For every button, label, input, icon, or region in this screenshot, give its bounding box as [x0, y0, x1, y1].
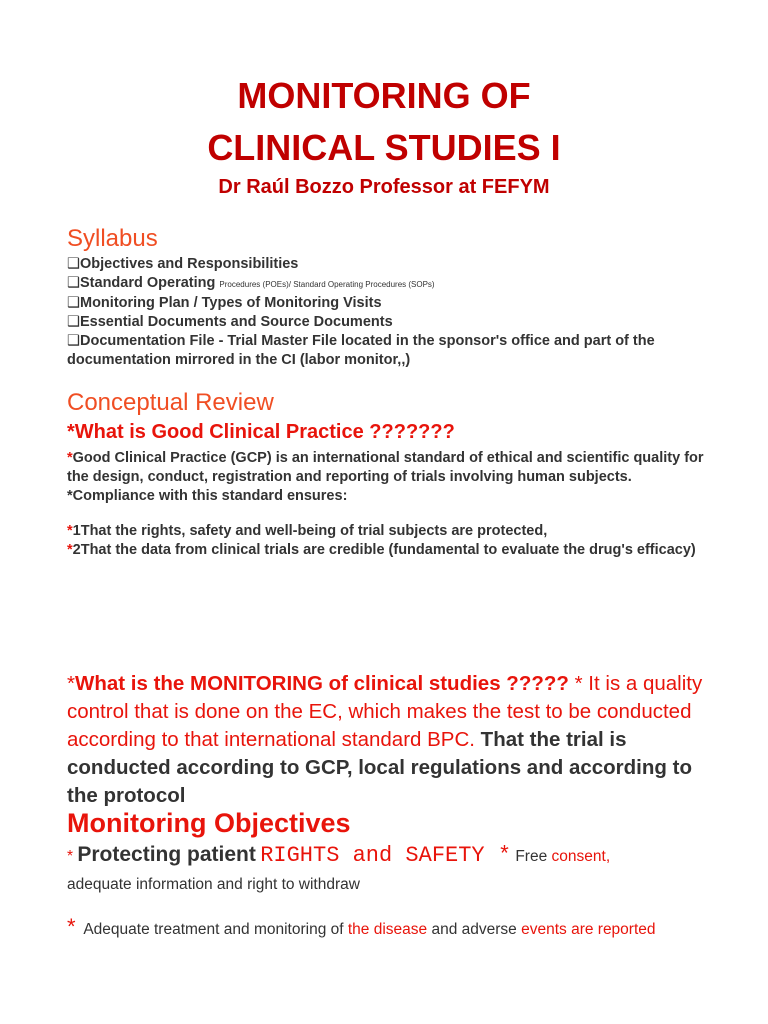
- syllabus-heading: Syllabus: [67, 225, 158, 252]
- monitoring-objectives-heading: Monitoring Objectives: [67, 808, 351, 838]
- conceptual-review-heading: Conceptual Review: [67, 389, 274, 416]
- checkbox-icon: ❑: [67, 333, 80, 349]
- checkbox-icon: ❑: [67, 295, 80, 311]
- compliance-line: *Compliance with this standard ensures:: [67, 488, 348, 504]
- title-line-1: MONITORING OF: [237, 75, 531, 116]
- objective-2: * Adequate treatment and monitoring of the disease and adverse events are reported: [67, 914, 656, 939]
- monitoring-answer: It is a quality control that is done on the EC, which makes the test to be conducted according to that international standard BPC.: [67, 672, 703, 751]
- syllabus-item-small: Procedures (POEs)/ Standard Operating Procedures (SOPs): [219, 280, 435, 289]
- syllabus-list: [67, 255, 707, 370]
- monitoring-question-block: *What is the MONITORING of clinical studies ????? * It is a quality control that is done on the EC, which makes the test to be conducted according to that international standard BPC. That the trial is conducted according to GCP, local regulations and according to the protocol: [67, 672, 703, 807]
- gcp-block: [67, 449, 707, 560]
- monitoring-question: What is the MONITORING of clinical studies ?????: [74, 672, 569, 695]
- syllabus-item: ❑Standard Operating Procedures (POEs)/ Standard Operating Procedures (SOPs): [67, 275, 435, 291]
- objective-1: * Protecting patient RIGHTS and SAFETY * Free consent, adequate information and right to withdraw: [67, 843, 611, 893]
- author-line: Dr Raúl Bozzo Professor at FEFYM: [218, 176, 550, 198]
- monitoring-summary: That the trial is conducted according to GCP, local regulations and according to the protocol: [67, 728, 692, 807]
- checkbox-icon: ❑: [67, 314, 80, 330]
- syllabus-item: ❑Monitoring Plan / Types of Monitoring Visits: [67, 295, 382, 311]
- title-line-2: CLINICAL STUDIES I: [207, 127, 561, 168]
- checkbox-icon: ❑: [67, 275, 80, 291]
- point-1: *1That the rights, safety and well-being of trial subjects are protected,: [67, 523, 548, 539]
- point-2: *2That the data from clinical trials are credible (fundamental to evaluate the drug's efficacy): [67, 542, 696, 558]
- syllabus-item: ❑Documentation File - Trial Master File located in the sponsor's office and part of the documentation mirrored in the CI (labor monitor,,): [67, 333, 655, 368]
- gcp-definition: *Good Clinical Practice (GCP) is an international standard of ethical and scientific quality for the design, conduct, registration and reporting of trials involving human subjects.: [67, 450, 704, 485]
- syllabus-item: ❑Essential Documents and Source Documents: [67, 314, 393, 330]
- syllabus-item: ❑Objectives and Responsibilities: [67, 256, 299, 272]
- checkbox-icon: ❑: [67, 256, 80, 272]
- gcp-question: *What is Good Clinical Practice ???????: [67, 421, 455, 443]
